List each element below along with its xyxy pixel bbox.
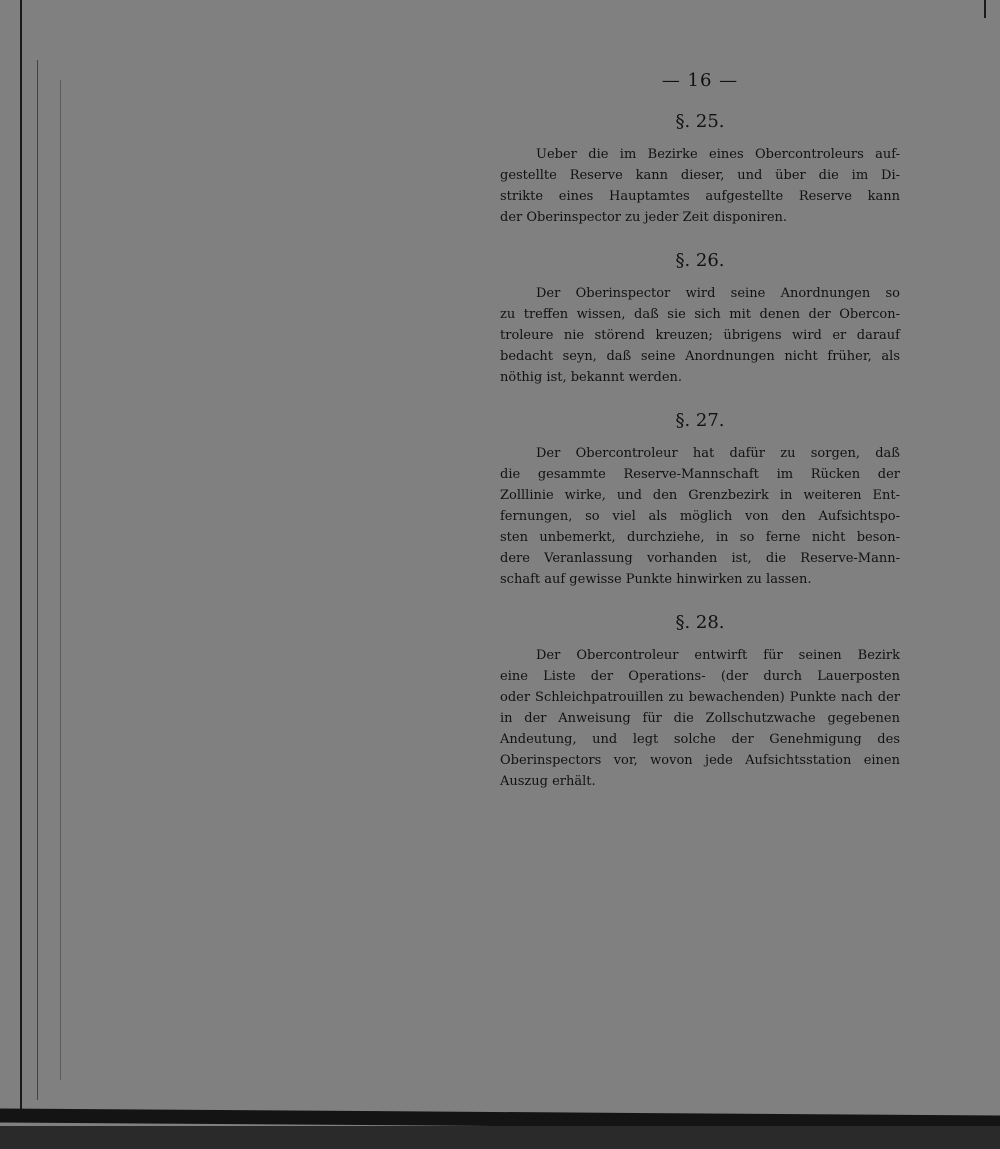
text-line: gestellte Reserve kann dieser, und über die im Di- <box>500 168 900 183</box>
text-line: Andeutung, und legt solche der Genehmigung des <box>500 732 900 747</box>
section-heading: §. 26. <box>675 250 725 271</box>
text-line: Oberinspectors vor, wovon jede Aufsichtsstation einen <box>500 753 900 768</box>
text-line: eine Liste der Operations- (der durch Lauerposten <box>500 669 900 684</box>
section-27 <box>500 410 900 590</box>
text-line: Der Oberinspector wird seine Anordnungen so <box>536 286 900 301</box>
text-line: nöthig ist, bekannt werden. <box>500 370 683 385</box>
text-line: schaft auf gewisse Punkte hinwirken zu lassen. <box>500 572 812 587</box>
page-edge-mark <box>984 0 986 18</box>
text-line: Auszug erhält. <box>500 774 596 789</box>
text-line: die gesammte Reserve-Mannschaft im Rücken der <box>500 467 900 482</box>
section-26 <box>500 250 900 388</box>
section-paragraph <box>500 144 900 228</box>
text-line: Der Obercontroleur hat dafür zu sorgen, daß <box>536 446 900 461</box>
bottom-page-edge <box>0 1126 1000 1149</box>
page-number: — 16 — <box>661 70 739 91</box>
binding-edge-line <box>60 80 61 1080</box>
text-line: dere Veranlassung vorhanden ist, die Reserve-Mann- <box>500 551 900 566</box>
text-line: strikte eines Hauptamtes aufgestellte Reserve kann <box>500 189 900 204</box>
section-paragraph <box>500 443 900 590</box>
text-line: Ueber die im Bezirke eines Obercontroleurs auf- <box>536 147 900 162</box>
section-heading: §. 27. <box>675 410 725 431</box>
text-line: bedacht seyn, daß seine Anordnungen nicht früher, als <box>500 349 900 364</box>
text-line: troleure nie störend kreuzen; übrigens wird er darauf <box>500 328 900 343</box>
text-line: oder Schleichpatrouillen zu bewachenden) Punkte nach der <box>500 690 900 705</box>
text-line: fernungen, so viel als möglich von den Aufsichtspo- <box>500 509 900 524</box>
text-line: Zolllinie wirke, und den Grenzbezirk in weiteren Ent- <box>500 488 900 503</box>
text-line: zu treffen wissen, daß sie sich mit denen der Obercon- <box>500 307 900 322</box>
section-paragraph <box>500 645 900 792</box>
section-paragraph <box>500 283 900 388</box>
binding-edge-line <box>37 60 38 1100</box>
section-heading: §. 25. <box>675 111 725 132</box>
section-25 <box>500 111 900 228</box>
binding-edge-line <box>20 0 22 1110</box>
section-heading: §. 28. <box>675 612 725 633</box>
text-line: sten unbemerkt, durchziehe, in so ferne nicht beson- <box>500 530 900 545</box>
text-line: der Oberinspector zu jeder Zeit disponiren. <box>500 210 788 225</box>
text-column <box>500 70 900 814</box>
text-line: Der Obercontroleur entwirft für seinen Bezirk <box>536 648 900 663</box>
section-28 <box>500 612 900 792</box>
text-line: in der Anweisung für die Zollschutzwache gegebenen <box>500 711 900 726</box>
